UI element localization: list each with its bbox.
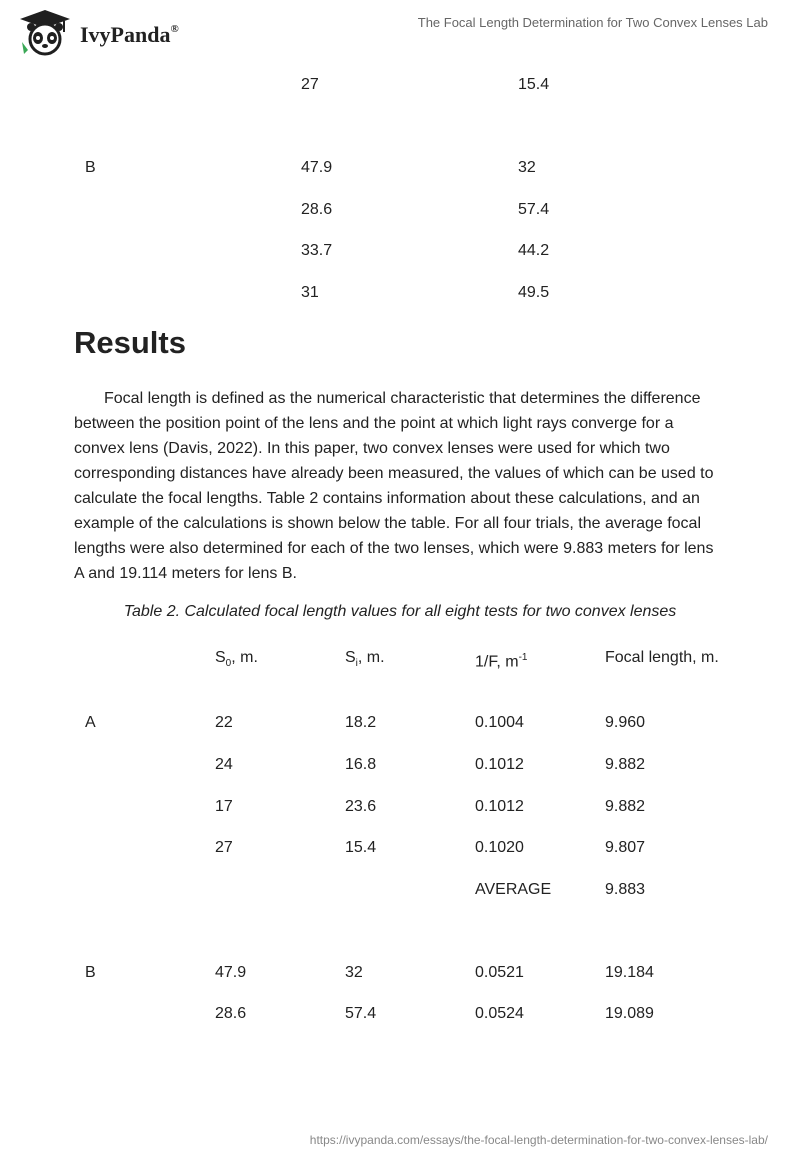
table2-lens: B [85, 964, 96, 981]
table2-s0: 28.6 [215, 1005, 247, 1022]
table2-s0: 47.9 [215, 964, 247, 981]
table2-s0: 22 [215, 714, 233, 731]
panda-logo-icon [14, 8, 76, 58]
table2-average-label: AVERAGE [475, 881, 552, 898]
table2-si: 23.6 [345, 798, 377, 815]
source-url-link[interactable]: https://ivypanda.com/essays/the-focal-length-determination-for-two-convex-lenses-lab/ [309, 1133, 768, 1147]
table2-invf: 0.1012 [475, 798, 524, 815]
results-paragraph: Focal length is defined as the numerical characteristic that determines the difference between the position point of the lens and the point at which light rays converge for a convex lens (Davis, 2022). In this paper, two convex lenses were used for which two corresponding distances have already been measured, the values of which can be used to calculate the focal lengths. Table 2 contains information about these calculations, and an example of the calculations is shown below the table. For all four trials, the average focal lengths were also determined for each of the two lenses, which were 9.883 meters for lens A and 19.114 meters for lens B. [74, 390, 714, 582]
table2-s0: 27 [215, 839, 233, 856]
table2-focal: 9.807 [605, 839, 646, 856]
brand-name: IvyPanda® [80, 22, 179, 47]
table1-si: 15.4 [518, 76, 550, 93]
table2-si: 57.4 [345, 1005, 377, 1022]
table1-lens: B [85, 159, 96, 176]
table1-s0: 47.9 [301, 159, 333, 176]
table2-si: 18.2 [345, 714, 377, 731]
table2-invf: 0.1012 [475, 756, 524, 773]
table2-invf: 0.1004 [475, 714, 524, 731]
ivypanda-logo[interactable] [14, 8, 179, 58]
document-title: The Focal Length Determination for Two Convex Lenses Lab [417, 15, 768, 30]
table2-si: 15.4 [345, 839, 377, 856]
table2-average-value: 9.883 [605, 881, 646, 898]
table2-si: 16.8 [345, 756, 377, 773]
table2-invf: 0.0521 [475, 964, 524, 981]
table1-si: 44.2 [518, 242, 550, 259]
results-heading: Results [74, 325, 186, 360]
table1-si: 49.5 [518, 284, 550, 301]
table2-focal: 9.882 [605, 756, 646, 773]
table2-s0: 24 [215, 756, 233, 773]
table2-header-s0: $S_0$, m. [215, 649, 258, 670]
table2-focal: 9.960 [605, 714, 646, 731]
table1-si: 57.4 [518, 201, 550, 218]
table2-si: 32 [345, 964, 363, 981]
table2-focal: 19.184 [605, 964, 654, 981]
table2-lens: A [85, 714, 96, 731]
table1-s0: 31 [301, 284, 319, 301]
table2-focal: 19.089 [605, 1005, 654, 1022]
table1-s0: 27 [301, 76, 319, 93]
table1-s0: 33.7 [301, 242, 333, 259]
table1-s0: 28.6 [301, 201, 333, 218]
table2-invf: 0.1020 [475, 839, 524, 856]
table2-invf: 0.0524 [475, 1005, 524, 1022]
table2-focal: 9.882 [605, 798, 646, 815]
table1-si: 32 [518, 159, 536, 176]
table2-header-si: $S_i$, m. [345, 649, 385, 670]
table2-header-invf: 1/F, $m^{-1}$ [475, 652, 528, 671]
table2-s0: 17 [215, 798, 233, 815]
table2-header-focal: Focal length, m. [605, 649, 719, 666]
table2-caption: Table 2. Calculated focal length values for all eight tests for two convex lenses [123, 603, 677, 620]
